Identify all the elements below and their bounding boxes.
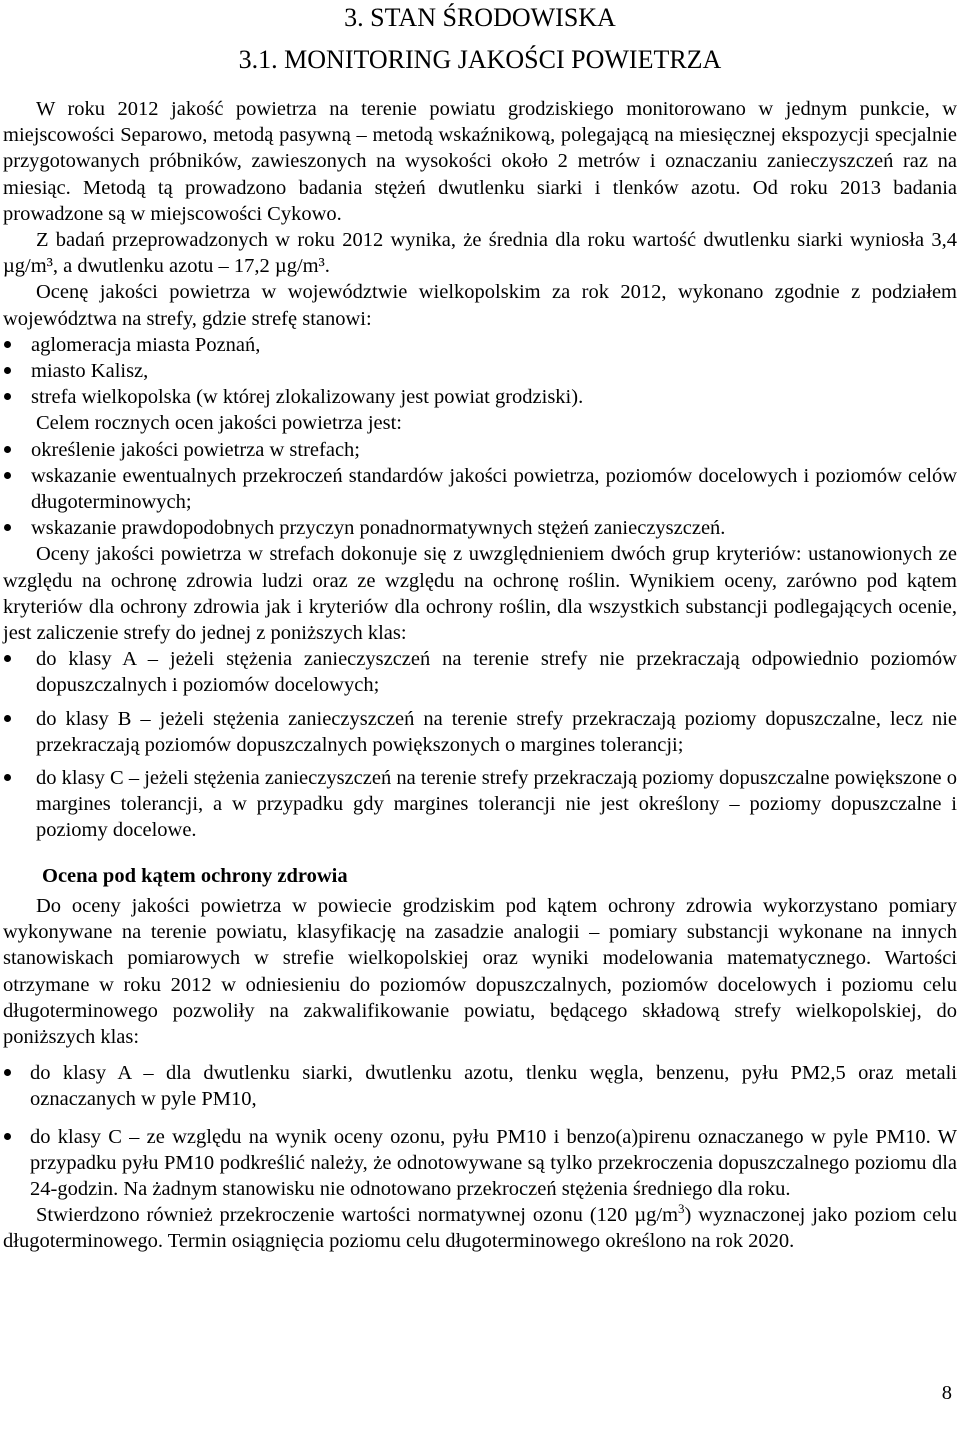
paragraph-monitoring: W roku 2012 jakość powietrza na terenie powiatu grodziskiego monitorowano w jednym punkcie, w miejscowości Separowo, metodą pasywną – metodą wskaźnikową, polegającą na miesięcznej ekspozycji specjalnie przygotowanych próbników, zawieszonych na wysokości około 2 metrów i oznaczaniu zanieczyszczeń raz na miesiąc. Metodą tą prowadzono badania stężeń dwutlenku siarki i tlenków azotu. Od roku 2013 badania prowadzone są w miejscowości Cykowo. bbox=[3, 98, 957, 225]
superscript-3: 3 bbox=[678, 1201, 685, 1217]
document-body bbox=[3, 96, 957, 1255]
list-item: do klasy A – jeżeli stężenia zanieczyszczeń na terenie strefy nie przekraczają odpowiednio poziomów dopuszczalnych i poziomów docelowych; bbox=[3, 646, 957, 698]
paragraph-goals-intro: Celem rocznych ocen jakości powietrza jest: bbox=[36, 412, 403, 435]
list-item: do klasy C – jeżeli stężenia zanieczyszczeń na terenie strefy przekraczają poziomy dopuszczalne powiększone o margines tolerancji, a w przypadku gdy margines tolerancji nie jest określony – poziomy dopuszczalne i poziomy docelowe. bbox=[3, 765, 957, 844]
chapter-heading: 3. STAN ŚRODOWISKA bbox=[344, 3, 616, 32]
paragraph-ozone bbox=[3, 1202, 957, 1254]
page-number: 8 bbox=[941, 1382, 952, 1404]
classes-list bbox=[3, 646, 957, 843]
list-item: aglomeracja miasta Poznań, bbox=[3, 332, 957, 358]
list-item: miasto Kalisz, bbox=[3, 358, 957, 384]
results-list bbox=[3, 1060, 957, 1202]
list-item: do klasy A – dla dwutlenku siarki, dwutlenku azotu, tlenku węgla, benzenu, pyłu PM2,5 oraz metali oznaczanych w pyle PM10, bbox=[3, 1060, 957, 1112]
health-section-heading: Ocena pod kątem ochrony zdrowia bbox=[42, 864, 348, 887]
paragraph-criteria: Oceny jakości powietrza w strefach dokonuje się z uwzględnieniem dwóch grup kryteriów: ustanowionych ze względu na ochronę zdrowia ludzi oraz ze względu na ochronę roślin. Wynikiem oceny, zarówno pod kątem kryteriów dla ochrony zdrowia jak i kryteriów dla ochrony roślin, dla wszystkich substancji podlegających ocenie, jest zaliczenie strefy do jednej z poniższych klas: bbox=[3, 543, 957, 645]
paragraph-assessment-intro: Ocenę jakości powietrza w województwie wielkopolskim za rok 2012, wykonano zgodnie z podziałem województwa na strefy, gdzie strefę stanowi: bbox=[3, 281, 957, 330]
zones-list bbox=[3, 332, 957, 411]
ozone-text-end: ) wyznaczonej jako poziom celu długoterminowego. Termin osiągnięcia poziomu celu długoterminowego określono na rok 2020. bbox=[3, 1204, 957, 1253]
list-item: do klasy C – ze względu na wynik oceny ozonu, pyłu PM10 i benzo(a)pirenu oznaczanego w pyle PM10. W przypadku pyłu PM10 podkreślić należy, że odnotowywane są tylko przekroczenia dopuszczalnego poziomu dla 24-godzin. Na żadnym stanowisku nie odnotowano przekroczeń stężenia średniego dla roku. bbox=[3, 1124, 957, 1203]
ozone-text-start: Stwierdzono również przekroczenie wartości normatywnej ozonu (120 µg/m bbox=[36, 1204, 679, 1227]
goals-list bbox=[3, 437, 957, 542]
paragraph-results-2012: Z badań przeprowadzonych w roku 2012 wynika, że średnia dla roku wartość dwutlenku siarki wyniosła 3,4 µg/m³, a dwutlenku azotu – 17,2 µg/m³. bbox=[3, 229, 957, 278]
list-item: wskazanie ewentualnych przekroczeń standardów jakości powietrza, poziomów docelowych i poziomów celów długoterminowych; bbox=[3, 463, 957, 515]
section-heading: 3.1. MONITORING JAKOŚCI POWIETRZA bbox=[238, 45, 722, 74]
list-item: strefa wielkopolska (w której zlokalizowany jest powiat grodziski). bbox=[3, 384, 957, 410]
paragraph-health-assessment: Do oceny jakości powietrza w powiecie grodziskim pod kątem ochrony zdrowia wykorzystano pomiary wykonywane na terenie powiatu, klasyfikację na zasadzie analogii – pomiary substancji wykonane na innych stanowiskach pomiarowych w strefie wielkopolskiej oraz wyniki modelowania matematycznego. Wartości otrzymane w roku 2012 w odniesieniu do poziomów dopuszczalnych, poziomów docelowych i poziomu celu długoterminowego pozwoliły na zakwalifikowanie powiatu, będącego składową strefy wielkopolskiej, do poniższych klas: bbox=[3, 894, 957, 1048]
list-item: określenie jakości powietrza w strefach; bbox=[3, 437, 957, 463]
list-item: do klasy B – jeżeli stężenia zanieczyszczeń na terenie strefy przekraczają poziomy dopuszczalne, lecz nie przekraczają poziomów dopuszczalnych powiększonych o margines tolerancji; bbox=[3, 706, 957, 758]
list-item: wskazanie prawdopodobnych przyczyn ponadnormatywnych stężeń zanieczyszczeń. bbox=[3, 515, 957, 541]
